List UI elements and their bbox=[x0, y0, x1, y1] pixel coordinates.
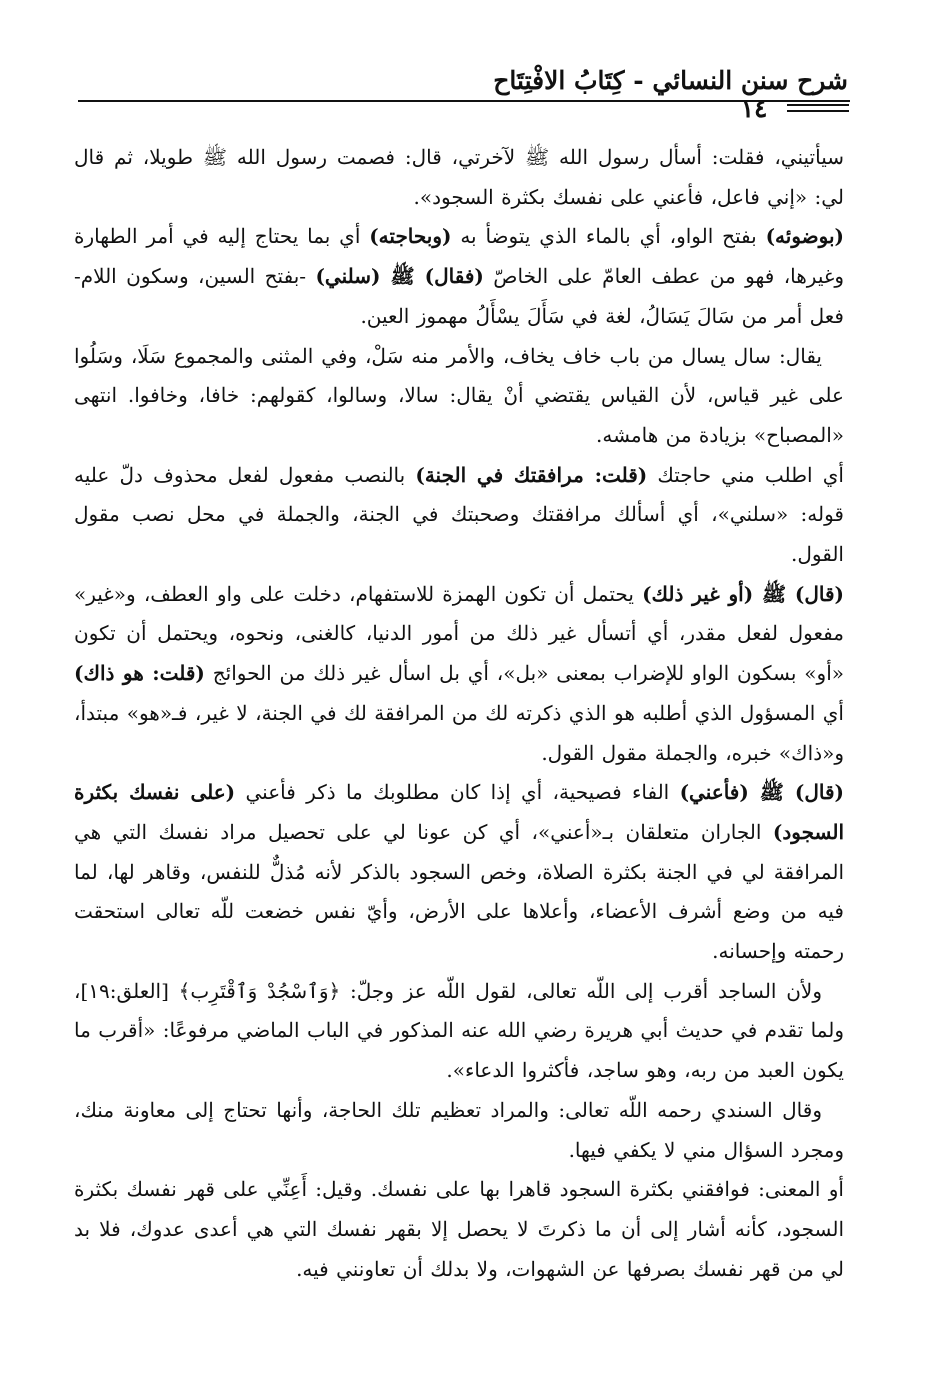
text-run: بالنصب مفعول لفعل محذوف دلّ عليه قوله: «سلني»، أي أسألك مرافقتك وصحبتك في الجنة، والجملة في محل نصب مقول القول. bbox=[74, 462, 844, 567]
bold-term: (قال) ﷺ (فأعني) bbox=[679, 780, 844, 805]
bold-term: (قال) ﷺ (أو غير ذلك) bbox=[642, 581, 844, 606]
text-run: أي بما يحتاج إليه في أمر الطهارة وغيرها، فهو من عطف العامّ على الخاصّ bbox=[74, 224, 844, 289]
text-run: الجاران متعلقان بـ«أعني»، أي كن عونا لي على تحصيل مراد نفسك التي هي المرافقة لي في الجنة بكثرة الصلاة، وخص السجود بالذكر لأنه مُذلٌّ للنفس، وقاهر لها، لما فيه من وضع أشرف الأعضاء، وأعلاها على الأرض، وأيّ نفس خضعت للّه تعالى استحقت رحمته وإحسانه. bbox=[74, 819, 844, 964]
text-run: -بفتح السين، وسكون اللام- فعل أمر من سَالَ يَسَالُ، لغة في سَأَلَ يسْأَلُ مهموز العين. bbox=[74, 264, 844, 328]
text-run: يقال: سال يسال من باب خاف يخاف، والأمر منه سَلْ، وفي المثنى والمجموع سَلَا، وسَلُوا على غير قياس، لأن القياس يقتضي أنْ يقال: سالا، وسالوا، كقولهم: خافا، وخافوا. انتهى «المصباح» بزيادة من هامشه. bbox=[74, 343, 844, 447]
text-run: الفاء فصيحية، أي إذا كان مطلوبك ما ذكر فأعني bbox=[235, 780, 680, 805]
page-number-rule-lower bbox=[787, 110, 849, 112]
paragraph bbox=[74, 1170, 844, 1289]
paragraph bbox=[74, 1091, 844, 1170]
text-run: أي المسؤول الذي أطلبه هو الذي ذكرته لك من المرافقة لك في الجنة، لا غير، فـ«هو» مبتدأ، و«ذاك» خبره، والجملة مقول القول. bbox=[74, 700, 844, 765]
paragraph bbox=[74, 337, 844, 456]
paragraph bbox=[74, 972, 844, 1091]
paragraph bbox=[74, 456, 844, 575]
bold-term: (فقال) ﷺ (سلني) bbox=[315, 264, 484, 289]
bold-term: (قلت: هو ذاك) bbox=[74, 661, 205, 686]
bold-term: (بوضوئه) bbox=[765, 224, 844, 249]
paragraph bbox=[74, 217, 844, 336]
bold-term: (قلت: مرافقتك في الجنة) bbox=[415, 462, 648, 487]
page-number: ١٤ bbox=[740, 94, 768, 123]
paragraph bbox=[74, 138, 844, 217]
running-header-title: شرح سنن النسائي - كِتَابُ الافْتِتَاح bbox=[493, 66, 848, 95]
paragraph bbox=[74, 575, 844, 774]
page-body bbox=[74, 138, 844, 1289]
text-run: بفتح الواو، أي بالماء الذي يتوضأ به bbox=[451, 224, 766, 249]
text-run: ولأن الساجد أقرب إلى اللّه تعالى، لقول اللّه عز وجلّ: ﴿وَٱسْجُدْ وَٱقْتَرِب﴾ [العلق:١٩]، ولما تقدم في حديث أبي هريرة رضي الله عنه المذكور في الباب الماضي مرفوعًا: «أقرب ما يكون العبد من ربه، وهو ساجد، فأكثروا الدعاء». bbox=[74, 978, 844, 1083]
text-run: أو المعنى: فوافقني بكثرة السجود قاهرا بها على نفسك. وقيل: أَعِنِّي على قهر نفسك بكثرة السجود، كأنه أشار إلى أن ما ذكرتَ لا يحصل إلا بقهر نفسك التي هي أعدى عدوك، فلا بد لي من قهر نفسك بصرفها عن الشهوات، ولا بدلك أن تعاونني فيه. bbox=[74, 1177, 844, 1281]
text-run: أي اطلب مني حاجتك bbox=[647, 462, 844, 487]
text-run: سيأتيني، فقلت: أسأل رسول الله ﷺ لآخرتي، قال: فصمت رسول الله ﷺ طويلا، ثم قال لي: «إني فاعل، فأعني على نفسك بكثرة السجود». bbox=[74, 145, 844, 209]
page-number-rule-upper bbox=[787, 104, 849, 106]
bold-term: (على نفسك بكثرة السجود) bbox=[74, 780, 844, 844]
paragraph bbox=[74, 773, 844, 972]
text-run: يحتمل أن تكون الهمزة للاستفهام، دخلت على واو العطف، و«غير» مفعول لفعل مقدر، أي أتسأل غير ذلك من أمور الدنيا، كالغنى، ونحوه، ويحتمل أن تكون «أو» بسكون الواو للإضراب بمعنى «بل»، أي بل اسأل غير ذلك من الحوائج bbox=[74, 581, 844, 686]
bold-term: (وبحاجته) bbox=[369, 224, 452, 249]
text-run: وقال السندي رحمه اللّه تعالى: والمراد تعظيم تلك الحاجة، وأنها تحتاج إلى معاونة منك، ومجرد السؤال مني لا يكفي فيها. bbox=[74, 1097, 844, 1162]
